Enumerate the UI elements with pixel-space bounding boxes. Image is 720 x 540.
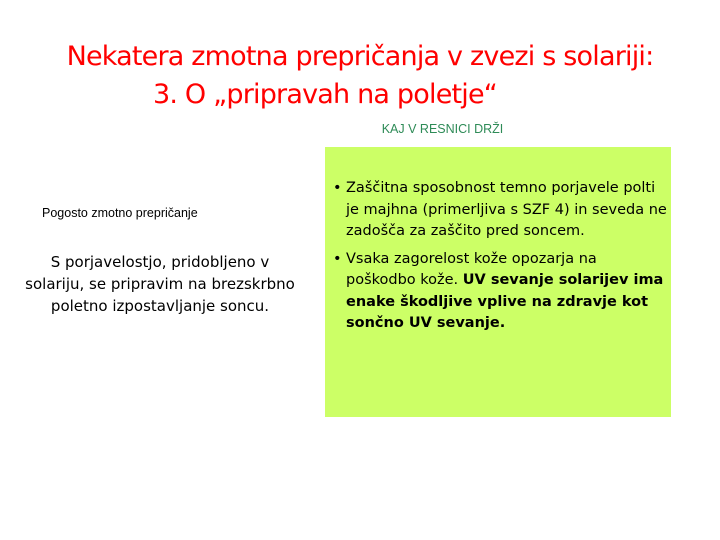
truth-bullet-2 <box>333 249 669 335</box>
misconception-text: S porjavelostjo, pridobljeno v solariju, se pripravim na brezskrbno poletno izpostavljanje soncu. <box>25 253 295 315</box>
truth-bullet-1-text: Zaščitna sposobnost temno porjavele polti je majhna (primerljiva s SZF 4) in seveda ne zadošča za zaščito pred soncem. <box>346 180 667 239</box>
truth-bullet-list <box>333 178 669 341</box>
bullet-dot-icon: • <box>333 180 342 196</box>
slide-title-line-1: Nekatera zmotna prepričanja v zvezi s solariji: <box>66 41 654 72</box>
truth-bullet-2-text: Vsaka zagorelost kože opozarja na poškodbo kože. <box>346 250 597 288</box>
truth-bullet-2-bold-text: UV sevanje solarijev ima enake škodljive vplive na zdravje kot sončno UV sevanje. <box>346 272 664 331</box>
truth-heading: KAJ V RESNICI DRŽI <box>381 122 504 136</box>
bullet-dot-icon: • <box>333 250 342 267</box>
slide-title-line-2: 3. O „pripravah na poletje“ <box>152 79 497 110</box>
slide-title <box>0 38 720 114</box>
truth-bullet-1 <box>333 178 669 243</box>
misconception-heading: Pogosto zmotno prepričanje <box>42 206 198 220</box>
